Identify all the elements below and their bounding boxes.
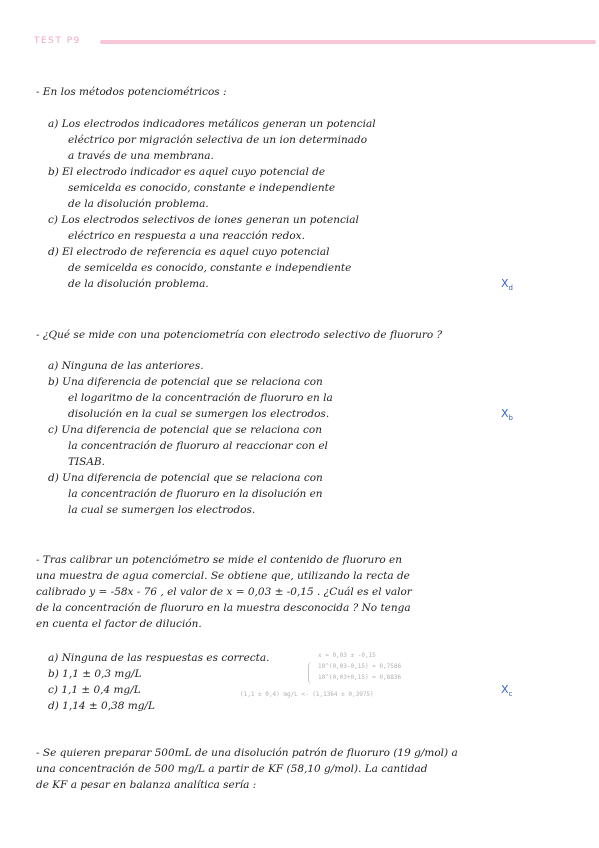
option-line: de la disolución problema.	[68, 198, 209, 210]
option-line: El electrodo de referencia es aquel cuyo potencial	[62, 246, 330, 258]
option-line: la concentración de fluoruro al reaccionar con el	[68, 440, 328, 452]
calc-line: 10^(0,03-0,15) = 0,7586	[318, 663, 402, 670]
option-line: Los electrodos indicadores metálicos generan un potencial	[61, 118, 376, 130]
question-3-text	[36, 552, 412, 632]
answer-mark: $X_d$	[501, 277, 513, 293]
option-line: 1,1 ± 0,4 mg/L	[61, 684, 141, 696]
option-label: b)	[48, 166, 59, 178]
option-d	[48, 244, 376, 292]
option-label: b)	[48, 668, 59, 680]
option-line: eléctrico en respuesta a una reacción redox.	[68, 230, 305, 242]
option-label: a)	[48, 118, 59, 130]
question-1-text: - En los métodos potenciométricos :	[36, 86, 227, 98]
option-b	[48, 666, 269, 682]
option-line: Los electrodos selectivos de iones generan un potencial	[61, 214, 359, 226]
option-label: a)	[48, 652, 59, 664]
option-b	[48, 374, 333, 422]
question-3-options	[48, 650, 269, 714]
option-a	[48, 650, 269, 666]
question-1-options	[48, 116, 376, 292]
question-line: en cuenta el factor de dilución.	[36, 618, 202, 630]
option-line: TISAB.	[68, 456, 105, 468]
option-line: semicelda es conocido, constante e independiente	[68, 182, 336, 194]
option-line: Una diferencia de potencial que se relaciona con	[62, 472, 323, 484]
question-line: una concentración de 500 mg/L a partir de KF (58,10 g/mol). La cantidad	[36, 763, 428, 775]
question-line: calibrado y = -58x - 76 , el valor de x = 0,03 ± -0,15 . ¿Cuál es el valor	[36, 586, 412, 598]
option-b	[48, 164, 376, 212]
header-highlight-bar	[100, 40, 596, 44]
question-line: una muestra de agua comercial. Se obtiene que, utilizando la recta de	[36, 570, 410, 582]
calc-line: 10^(0,03+0,15) = 0,8836	[318, 674, 402, 681]
option-line: Ninguna de las anteriores.	[61, 360, 204, 372]
option-line: 1,1 ± 0,3 mg/L	[62, 668, 142, 680]
option-line: de la disolución problema.	[68, 278, 209, 290]
option-c	[48, 212, 376, 244]
option-label: d)	[48, 700, 59, 712]
question-2-options	[48, 358, 333, 518]
option-label: d)	[48, 472, 59, 484]
option-line: 1,14 ± 0,38 mg/L	[62, 700, 155, 712]
calc-line: (1,1 ± 0,4) mg/L <- (1,1364 ± 0,3975)	[240, 691, 374, 698]
answer-mark: $X_b$	[501, 407, 513, 423]
option-line: la cual se sumergen los electrodos.	[68, 504, 256, 516]
option-line: Una diferencia de potencial que se relaciona con	[61, 424, 322, 436]
option-d	[48, 698, 269, 714]
option-a	[48, 116, 376, 164]
option-a	[48, 358, 333, 374]
option-c	[48, 422, 333, 470]
option-line: eléctrico por migración selectiva de un ion determinado	[68, 134, 368, 146]
option-line: Ninguna de las respuestas es correcta.	[61, 652, 270, 664]
calc-brace	[308, 662, 315, 684]
option-label: b)	[48, 376, 59, 388]
page-title: TEST P9	[34, 36, 81, 46]
option-label: a)	[48, 360, 59, 372]
page-header	[30, 36, 596, 50]
calc-line: x = 0,03 ± -0,15	[318, 652, 376, 659]
option-c	[48, 682, 269, 698]
option-label: c)	[48, 684, 58, 696]
option-line: de semicelda es conocido, constante e independiente	[68, 262, 352, 274]
option-label: c)	[48, 424, 58, 436]
question-2-text: - ¿Qué se mide con una potenciometría con electrodo selectivo de fluoruro ?	[36, 329, 443, 341]
margin-calculation	[240, 650, 420, 710]
option-label: c)	[48, 214, 58, 226]
option-line: El electrodo indicador es aquel cuyo potencial de	[62, 166, 326, 178]
option-line: la concentración de fluoruro en la disolución en	[68, 488, 323, 500]
option-line: disolución en la cual se sumergen los electrodos.	[68, 408, 330, 420]
question-line: de la concentración de fluoruro en la muestra desconocida ? No tenga	[36, 602, 411, 614]
option-line: el logaritmo de la concentración de fluoruro en la	[68, 392, 333, 404]
option-line: a través de una membrana.	[68, 150, 214, 162]
question-line: de KF a pesar en balanza analítica sería :	[36, 779, 257, 791]
question-4-text	[36, 745, 458, 793]
option-label: d)	[48, 246, 59, 258]
question-line: - Tras calibrar un potenciómetro se mide el contenido de fluoruro en	[36, 554, 402, 566]
question-line: - Se quieren preparar 500mL de una disolución patrón de fluoruro (19 g/mol) a	[36, 747, 458, 759]
answer-mark: $X_c$	[501, 683, 513, 699]
option-line: Una diferencia de potencial que se relaciona con	[62, 376, 323, 388]
option-d	[48, 470, 333, 518]
